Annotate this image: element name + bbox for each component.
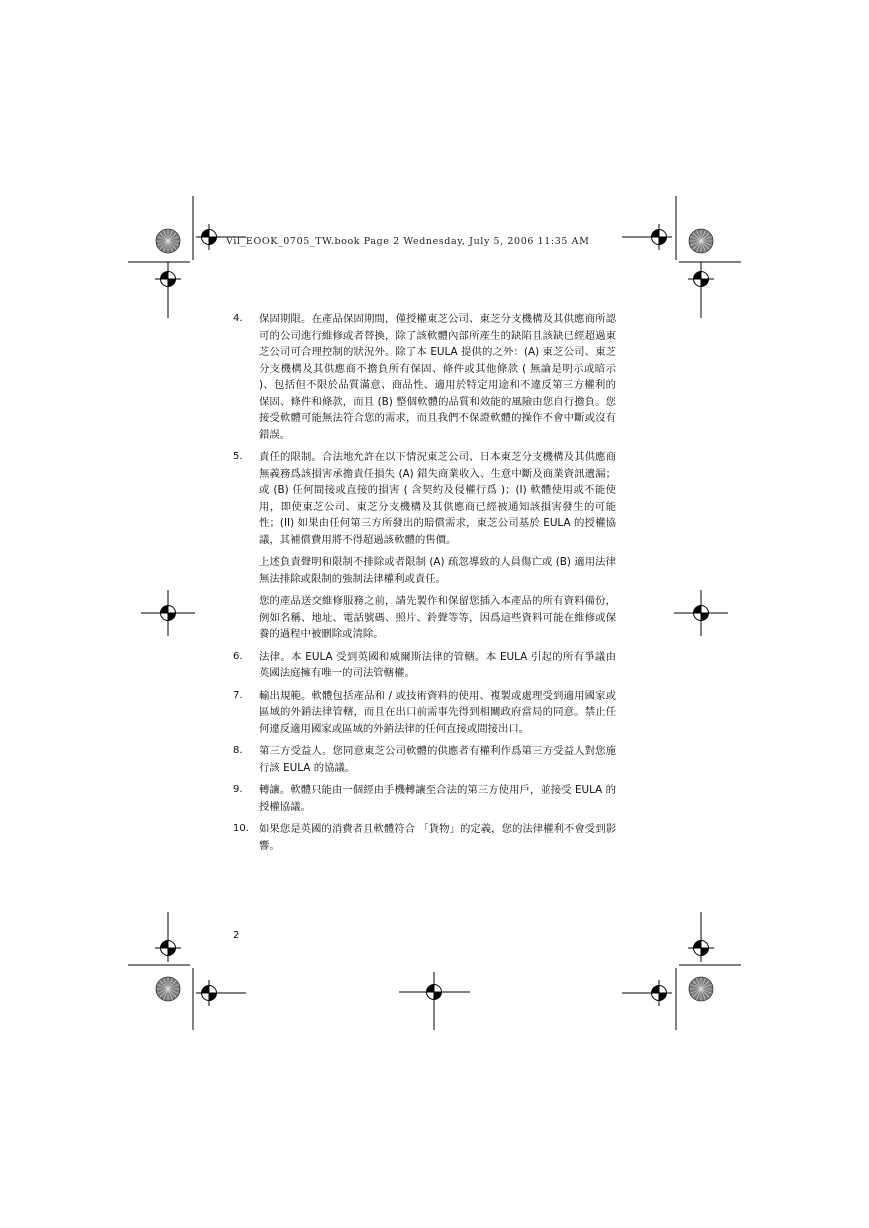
eula-list (233, 311, 616, 860)
item-subparagraph: 上述負責聲明和限制不排除或者限制 (A) 疏忽導致的人員傷亡或 (B) 適用法律無法排除或限制的強制法律權利或責任。 (259, 556, 616, 585)
item-text: 法律。本 EULA 受到英國和威爾斯法律的管轄。本 EULA 引起的所有爭議由英國法庭擁有唯一的司法管轄權。 (259, 650, 616, 679)
list-item-9 (233, 782, 616, 815)
page-number: 2 (233, 930, 240, 941)
item-subparagraph: 您的產品送交維修服務之前，請先製作和保留您插入本產品的所有資料備份，例如名稱、地址、電話號碼、照片、鈴聲等等，因爲這些資料可能在維修或保養的過程中被刪除或清除。 (259, 595, 616, 640)
item-text: 保固期限。在產品保固期間，僅授權東芝公司、東芝分支機構及其供應商所認可的公司進行維修或者替換，除了該軟體內部所產生的缺陷且該缺已經超過東芝公司可合理控制的狀況外。除了本 EULA 提供的之外：(A) 東芝公司、東芝分支機構及其供應商不擔負所有保固、條件或其他條款 ( 無論是明示或暗示 )、包括但不限於品質滿意、商品性、適用於特定用途和不違反第三方權利的保固、條件和條款，而且 (B) 整個軟體的品質和效能的風險由您自行擔負。您接受軟體可能無法符合您的需求，而且我們不保證軟體的操作不會中斷或沒有錯誤。 (259, 313, 616, 441)
list-item-8 (233, 743, 616, 776)
list-item-5 (233, 449, 616, 643)
item-text: 如果您是英國的消費者且軟體符合 「貨物」的定義，您的法律權利不會受到影響。 (259, 823, 616, 852)
item-text: 責任的限制。合法地允許在以下情況東芝公司、日本東芝分支機構及其供應商無義務爲該損害承擔責任損失 (A) 錯失商業收入、生意中斷及商業資訊遺漏；或 (B) 任何間接或直接的損害 ( 含契約及侵權行爲 )；(I) 軟體使用或不能使用，即使東芝公司、東芝分支機構及其供應商已經被通知該損害發生的可能性；(II) 如果由任何第三方所發出的賠償需求，東芝公司基於 EULA 的授權協議，其補償費用將不得超過該軟體的售價。 (259, 451, 616, 546)
item-text: 轉讓。軟體只能由一個經由手機轉讓至合法的第三方使用戶，並接受 EULA 的授權協議。 (259, 784, 616, 813)
item-text: 第三方受益人。您同意東芝公司軟體的供應者有權利作爲第三方受益人對您施行該 EULA 的協議。 (259, 745, 616, 774)
list-item-6 (233, 649, 616, 682)
list-item-4 (233, 311, 616, 443)
item-number: 7. (233, 689, 243, 701)
item-number: 5. (233, 451, 243, 462)
print-slug: Vil_EOOK_0705_TW.book Page 2 Wednesday, July 5, 2006 11:35 AM (226, 236, 590, 247)
item-text: 輸出規範。軟體包括產品和 / 或技術資料的使用、複製或處理受到適用國家或區域的外銷法律管轄，而且在出口前需事先得到相關政府當局的同意。禁止任何違反適用國家或區域的外銷法律的任何直接或間接出口。 (259, 689, 616, 735)
item-number: 10. (233, 823, 249, 834)
list-item-10 (233, 821, 616, 854)
item-number: 9. (233, 784, 243, 795)
item-number: 8. (233, 745, 243, 756)
list-item-7 (233, 688, 616, 738)
item-number: 6. (233, 650, 243, 662)
item-number: 4. (233, 313, 243, 324)
